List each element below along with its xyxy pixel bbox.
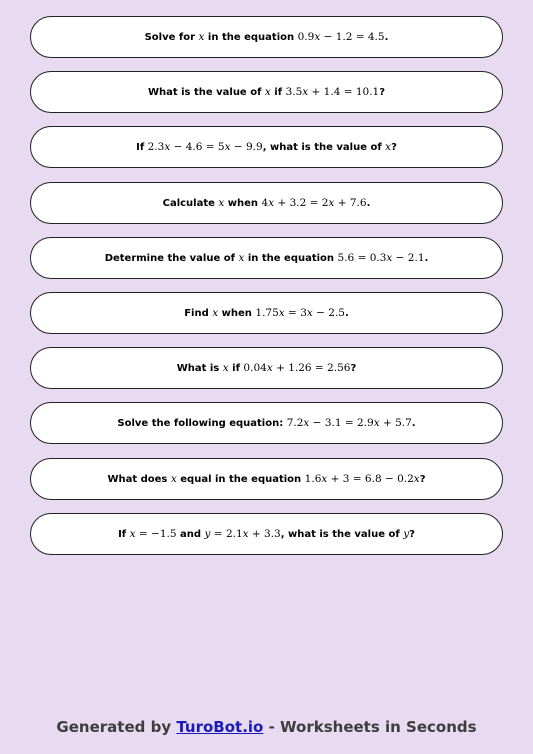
question-text bbox=[145, 31, 389, 43]
question-text bbox=[184, 307, 349, 319]
question-words: if bbox=[270, 87, 286, 99]
question-words: Calculate bbox=[162, 197, 219, 209]
question-1 bbox=[30, 16, 503, 58]
math-expression: y bbox=[403, 527, 410, 540]
math-expression: x = −1.5 bbox=[129, 527, 177, 540]
question-list bbox=[30, 16, 503, 568]
question-words: . bbox=[424, 252, 429, 264]
question-words: . bbox=[344, 307, 349, 319]
math-expression: 1.75x = 3x − 2.5 bbox=[255, 306, 345, 319]
footer-suffix: - Worksheets in Seconds bbox=[263, 718, 477, 736]
question-text bbox=[107, 473, 425, 485]
turobot-link[interactable]: TuroBot.io bbox=[176, 718, 264, 736]
question-text bbox=[117, 417, 415, 429]
question-words: ? bbox=[350, 363, 357, 375]
math-expression: 3.5x + 1.4 = 10.1 bbox=[285, 86, 380, 99]
question-words: . bbox=[366, 197, 371, 209]
question-words: when bbox=[218, 307, 256, 319]
question-words: If bbox=[118, 528, 130, 540]
math-expression: 0.9x − 1.2 = 4.5 bbox=[297, 31, 385, 43]
question-9 bbox=[30, 458, 503, 500]
question-3 bbox=[30, 126, 503, 168]
question-words: Solve for bbox=[144, 32, 199, 43]
question-words: What is bbox=[176, 363, 223, 375]
question-8 bbox=[30, 402, 503, 444]
question-words: Determine the value of bbox=[104, 252, 239, 264]
question-6 bbox=[30, 292, 503, 334]
question-words: Solve the following equation: bbox=[117, 418, 287, 430]
question-words: equal in the equation bbox=[176, 473, 305, 485]
math-expression: 4x + 3.2 = 2x + 7.6 bbox=[261, 196, 367, 209]
question-text bbox=[118, 528, 415, 540]
footer-prefix: Generated by bbox=[56, 718, 177, 736]
math-expression: x bbox=[264, 86, 271, 99]
math-expression: x bbox=[238, 251, 245, 264]
question-words: What is the value of bbox=[147, 87, 265, 99]
math-expression: x bbox=[198, 31, 205, 43]
question-words: if bbox=[228, 363, 244, 375]
question-words: ? bbox=[379, 87, 386, 99]
math-expression: x bbox=[218, 196, 225, 209]
question-words: . bbox=[384, 32, 389, 43]
question-4 bbox=[30, 182, 503, 224]
question-2 bbox=[30, 71, 503, 113]
footer bbox=[0, 718, 533, 736]
question-text bbox=[148, 86, 385, 98]
question-text bbox=[177, 362, 357, 374]
math-expression: 2.3x − 4.6 = 5x − 9.9 bbox=[147, 141, 263, 154]
question-words: What does bbox=[107, 473, 171, 485]
math-expression: 7.2x − 3.1 = 2.9x + 5.7 bbox=[286, 417, 412, 430]
question-words: Find bbox=[184, 307, 213, 319]
question-words: in the equation bbox=[244, 252, 338, 264]
question-5 bbox=[30, 237, 503, 279]
question-words: If bbox=[136, 142, 148, 154]
math-expression: x bbox=[170, 472, 177, 485]
math-expression: x bbox=[212, 306, 219, 319]
question-words: when bbox=[224, 197, 262, 209]
question-words: ? bbox=[391, 142, 397, 154]
question-words: ? bbox=[419, 473, 426, 485]
math-expression: 5.6 = 0.3x − 2.1 bbox=[337, 251, 425, 264]
math-expression: 1.6x + 3 = 6.8 − 0.2x bbox=[304, 472, 420, 485]
question-10 bbox=[30, 513, 503, 555]
math-expression: y = 2.1x + 3.3 bbox=[204, 527, 281, 540]
math-expression: x bbox=[222, 362, 229, 375]
question-words: in the equation bbox=[204, 32, 298, 43]
question-words: , what is the value of bbox=[262, 142, 386, 154]
question-7 bbox=[30, 347, 503, 389]
question-text bbox=[105, 252, 429, 264]
question-words: ? bbox=[409, 528, 415, 540]
question-words: . bbox=[411, 418, 416, 430]
question-words: and bbox=[176, 528, 205, 540]
question-words: , what is the value of bbox=[280, 528, 404, 540]
math-expression: x bbox=[385, 141, 392, 154]
question-text bbox=[136, 141, 397, 153]
math-expression: 0.04x + 1.26 = 2.56 bbox=[243, 362, 351, 375]
question-text bbox=[163, 197, 371, 209]
